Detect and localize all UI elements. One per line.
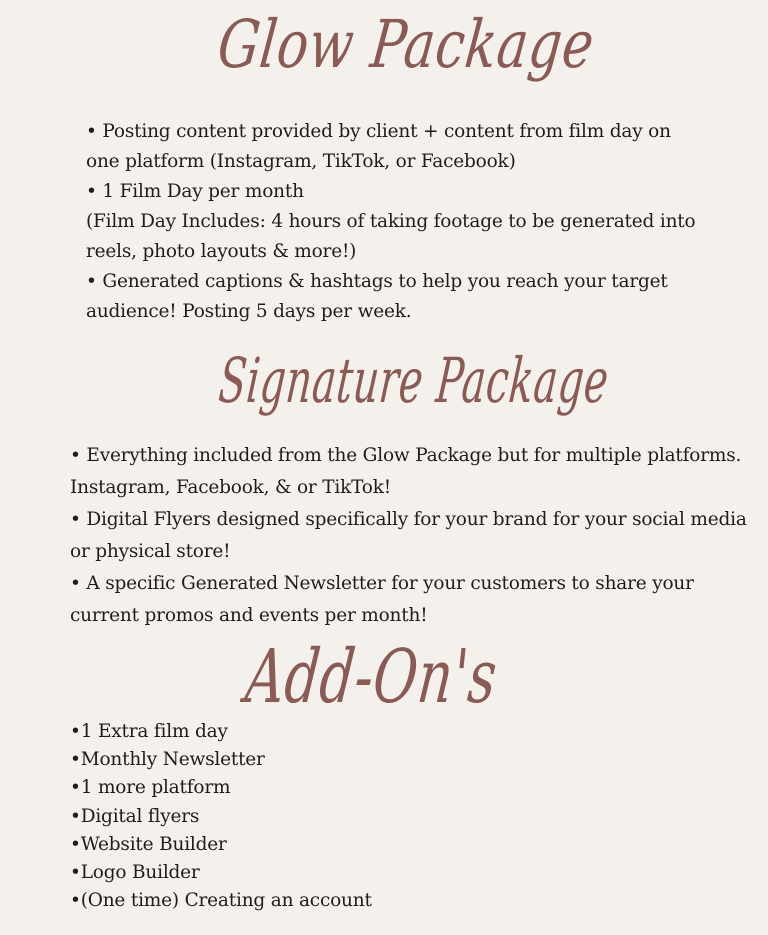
glow-line: • Generated captions & hashtags to help you reach your target: [86, 271, 668, 292]
glow-line: (Film Day Includes: 4 hours of taking footage to be generated into: [86, 211, 696, 232]
glow-line: • Posting content provided by client + content from film day on: [86, 121, 671, 142]
add-ons-title: Add-On's: [241, 634, 502, 720]
add-on-item: •Website Builder: [70, 833, 227, 855]
add-on-item: •Digital flyers: [70, 805, 200, 827]
signature-package-title: Signature Package: [215, 344, 612, 417]
add-on-item: •Monthly Newsletter: [70, 749, 265, 771]
signature-package-details: [70, 440, 747, 632]
glow-line: reels, photo layouts & more!): [86, 241, 357, 262]
signature-line: current promos and events per month!: [70, 605, 428, 626]
glow-line: one platform (Instagram, TikTok, or Facebook): [86, 151, 516, 172]
signature-line: • Digital Flyers designed specifically for your brand for your social media: [70, 509, 747, 530]
glow-line: • 1 Film Day per month: [86, 181, 304, 202]
add-ons-list: [70, 718, 372, 915]
signature-line: • Everything included from the Glow Package but for multiple platforms.: [70, 445, 742, 466]
signature-line: • A specific Generated Newsletter for your customers to share your: [70, 573, 694, 594]
add-on-item: •1 more platform: [70, 777, 231, 799]
glow-package-title: Glow Package: [214, 6, 599, 83]
add-on-item: •1 Extra film day: [70, 721, 228, 742]
signature-line: Instagram, Facebook, & or TikTok!: [70, 477, 391, 498]
add-on-item: •(One time) Creating an account: [70, 890, 372, 912]
add-on-item: •Logo Builder: [70, 862, 200, 884]
glow-line: audience! Posting 5 days per week.: [86, 301, 412, 322]
glow-package-details: [86, 117, 695, 327]
signature-line: or physical store!: [70, 541, 231, 562]
